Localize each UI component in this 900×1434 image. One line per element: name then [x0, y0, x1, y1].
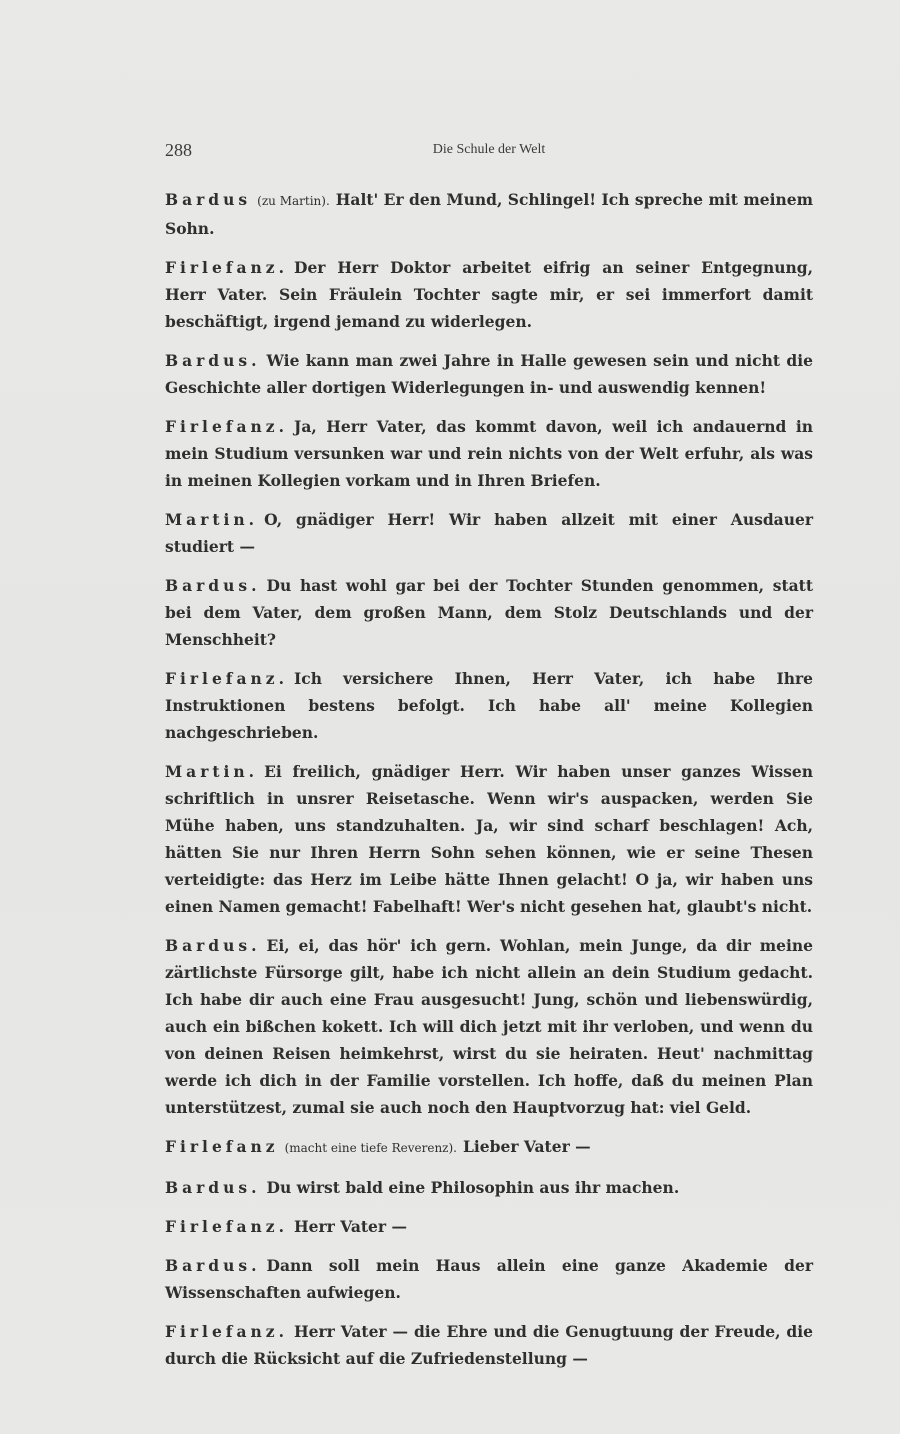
speech-11 [165, 1174, 813, 1201]
speaker: Bardus. [165, 351, 261, 370]
stage-direction: (macht eine tiefe Reverenz). [284, 1141, 457, 1155]
stage-direction: (zu Martin). [257, 194, 330, 208]
speaker: Bardus. [165, 1178, 261, 1197]
speech-1 [165, 186, 813, 242]
speech-text: Ich versichere Ihnen, Herr Vater, ich habe Ihre Instruktionen bestens befolgt. Ich habe all' meine Kollegien nachgeschrieben. [165, 669, 813, 742]
speaker: Bardus. [165, 936, 261, 955]
page-header [165, 140, 813, 164]
speech-text: Ei freilich, gnädiger Herr. Wir haben unser ganzes Wissen schriftlich in unsrer Reisetasche. Wenn wir's auspacken, werden Sie Mühe haben, uns standzuhalten. Ja, wir sind scharf beschlagen! Ach, hätten Sie nur Ihren Herrn Sohn sehen können, wie er seine Thesen verteidigte: das Herz im Leibe hätte Ihnen gelacht! O ja, wir haben uns einen Namen gemacht! Fabelhaft! Wer's nicht gesehen hat, glaubt's nicht. [165, 762, 813, 916]
speech-13 [165, 1252, 813, 1306]
speaker: Bardus [165, 190, 252, 209]
speaker: Martin. [165, 762, 259, 781]
page-number: 288 [165, 140, 192, 160]
speech-text: Lieber Vater — [463, 1137, 591, 1156]
dialogue-text [165, 186, 813, 1384]
speech-4 [165, 413, 813, 494]
speaker: Firlefanz. [165, 1322, 288, 1341]
speech-text: Wie kann man zwei Jahre in Halle gewesen sein und nicht die Geschichte aller dortigen Widerlegungen in- und auswendig kennen! [165, 351, 813, 397]
speech-text: O, gnädiger Herr! Wir haben allzeit mit einer Ausdauer studiert — [165, 510, 813, 556]
speech-text: Du wirst bald eine Philosophin aus ihr machen. [266, 1178, 680, 1197]
speech-2 [165, 254, 813, 335]
speaker: Firlefanz. [165, 417, 288, 436]
speaker: Firlefanz [165, 1137, 279, 1156]
running-title: Die Schule der Welt [432, 142, 546, 157]
speech-8 [165, 758, 813, 920]
speech-text: Herr Vater — die Ehre und die Genugtuung der Freude, die durch die Rücksicht auf die Zufriedenstellung — [165, 1322, 813, 1368]
speech-6 [165, 572, 813, 653]
speech-9 [165, 932, 813, 1121]
speech-text: Halt' Er den Mund, Schlingel! Ich spreche mit meinem Sohn. [165, 190, 813, 238]
speech-10 [165, 1133, 813, 1162]
speaker: Firlefanz. [165, 1217, 288, 1236]
speaker: Martin. [165, 510, 259, 529]
speech-14 [165, 1318, 813, 1372]
speaker: Bardus. [165, 576, 261, 595]
speech-text: Du hast wohl gar bei der Tochter Stunden genommen, statt bei dem Vater, dem großen Mann, dem Stolz Deutschlands und der Menschheit? [165, 576, 813, 649]
speech-text: Herr Vater — [294, 1217, 407, 1236]
speech-7 [165, 665, 813, 746]
speech-text: Der Herr Doktor arbeitet eifrig an seiner Entgegnung, Herr Vater. Sein Fräulein Tochter sagte mir, er sei immerfort damit beschäftigt, irgend jemand zu widerlegen. [165, 258, 813, 331]
speaker: Bardus. [165, 1256, 261, 1275]
speech-3 [165, 347, 813, 401]
speech-text: Dann soll mein Haus allein eine ganze Akademie der Wissenschaften aufwiegen. [165, 1256, 813, 1302]
speech-5 [165, 506, 813, 560]
speaker: Firlefanz. [165, 669, 288, 688]
speech-12 [165, 1213, 813, 1240]
speaker: Firlefanz. [165, 258, 288, 277]
speech-text: Ei, ei, das hör' ich gern. Wohlan, mein Junge, da dir meine zärtlichste Fürsorge gilt, habe ich nicht allein an dein Studium gedacht. Ich habe dir auch eine Frau ausgesucht! Jung, schön und liebenswürdig, auch ein bißchen kokett. Ich will dich jetzt mit ihr verloben, und wenn du von deinen Reisen heimkehrst, wirst du sie heiraten. Heut' nachmittag werde ich dich in der Familie vorstellen. Ich hoffe, daß du meinen Plan unterstützest, zumal sie auch noch den Hauptvorzug hat: viel Geld. [165, 936, 813, 1117]
speech-text: Ja, Herr Vater, das kommt davon, weil ich andauernd in mein Studium versunken war und rein nichts von der Welt erfuhr, als was in meinen Kollegien vorkam und in Ihren Briefen. [165, 417, 813, 490]
